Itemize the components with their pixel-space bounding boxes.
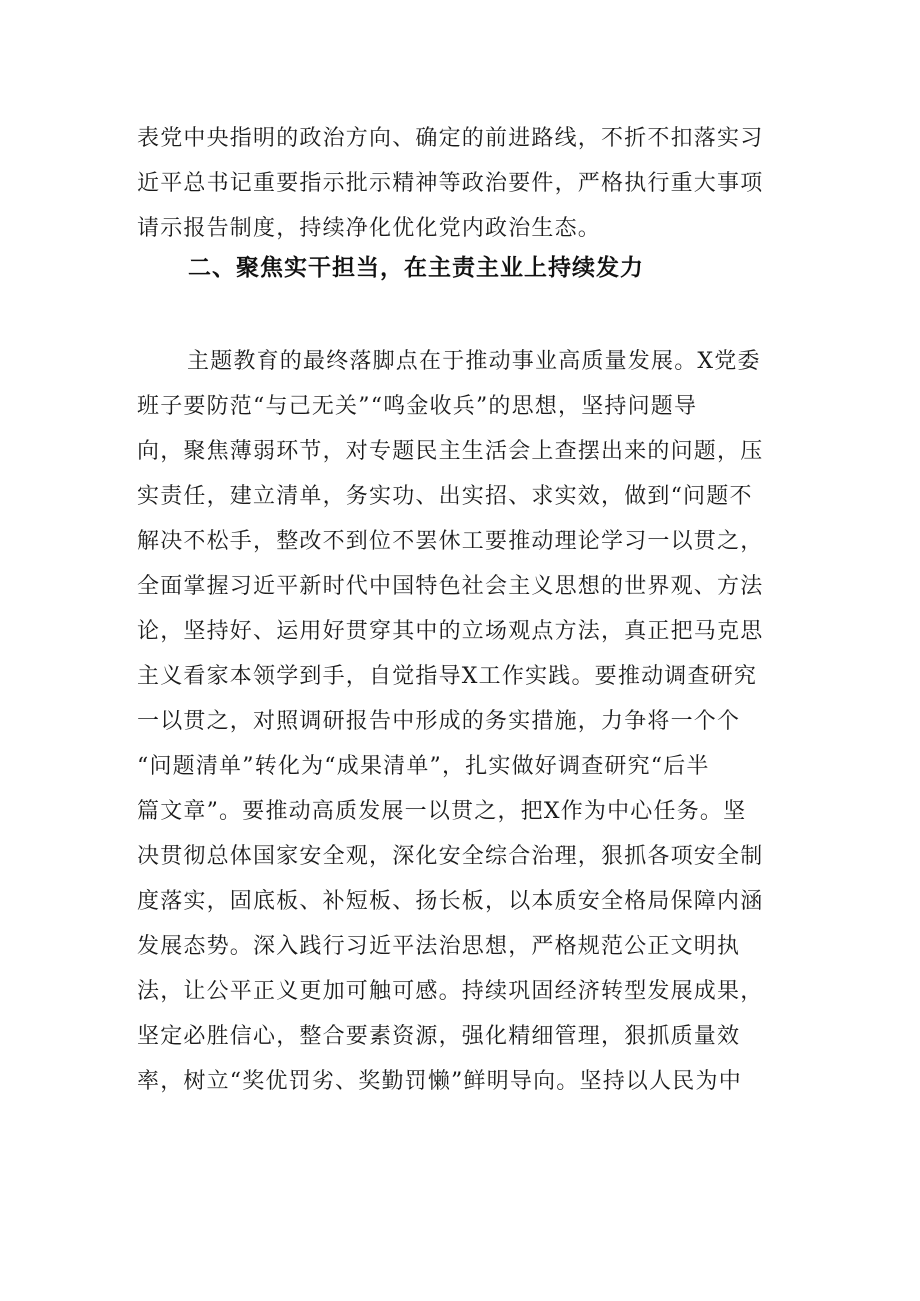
body-line: “问题清单”转化为“成果清单”，扎实做好调查研究“后半 xyxy=(137,754,710,779)
intro-line: 表党中央指明的政治方向、确定的前进路线，不折不扣落实习 xyxy=(137,126,764,151)
intro-line: 请示报告制度，持续净化优化党内政治生态。 xyxy=(137,216,602,241)
body-line: 论，坚持好、运用好贯穿其中的立场观点方法，真正把马克思 xyxy=(137,619,764,644)
body-line: 决贯彻总体国家安全观，深化安全综合治理，狠抓各项安全制 xyxy=(137,844,764,869)
body-line: 全面掌握习近平新时代中国特色社会主义思想的世界观、方法 xyxy=(137,574,764,599)
body-line: 发展态势。深入践行习近平法治思想，严格规范公正文明执 xyxy=(137,934,741,959)
body-line: 向，聚焦薄弱环节，对专题民主生活会上查摆出来的问题，压 xyxy=(137,439,764,464)
intro-line: 近平总书记重要指示批示精神等政治要件，严格执行重大事项 xyxy=(137,171,764,196)
body-line: 率，树立“奖优罚劣、奖勤罚懒”鲜明导向。坚持以人民为中 xyxy=(137,1069,742,1094)
section-heading: 二、聚焦实干担当，在主责主业上持续发力 xyxy=(188,255,644,281)
body-line: 坚定必胜信心，整合要素资源，强化精细管理，狠抓质量效 xyxy=(137,1024,741,1049)
body-line: 实责任，建立清单，务实功、出实招、求实效，做到“问题不 xyxy=(137,484,753,509)
body-line: 度落实，固底板、补短板、扬长板，以本质安全格局保障内涵 xyxy=(137,889,764,914)
body-line: 篇文章”。要推动高质发展一以贯之，把X作为中心任务。坚 xyxy=(137,799,747,824)
body-line: 解决不松手，整改不到位不罢休工要推动理论学习一以贯之， xyxy=(137,529,764,554)
body-line: 法，让公平正义更加可触可感。持续巩固经济转型发展成果， xyxy=(137,979,764,1004)
body-line: 主题教育的最终落脚点在于推动事业高质量发展。X党委 xyxy=(187,349,761,374)
body-line: 一以贯之，对照调研报告中形成的务实措施，力争将一个个 xyxy=(137,709,741,734)
body-line: 主义看家本领学到手，自觉指导X工作实践。要推动调查研究 xyxy=(137,664,758,689)
body-line: 班子要防范“与己无关”“鸣金收兵”的思想，坚持问题导 xyxy=(137,394,698,419)
